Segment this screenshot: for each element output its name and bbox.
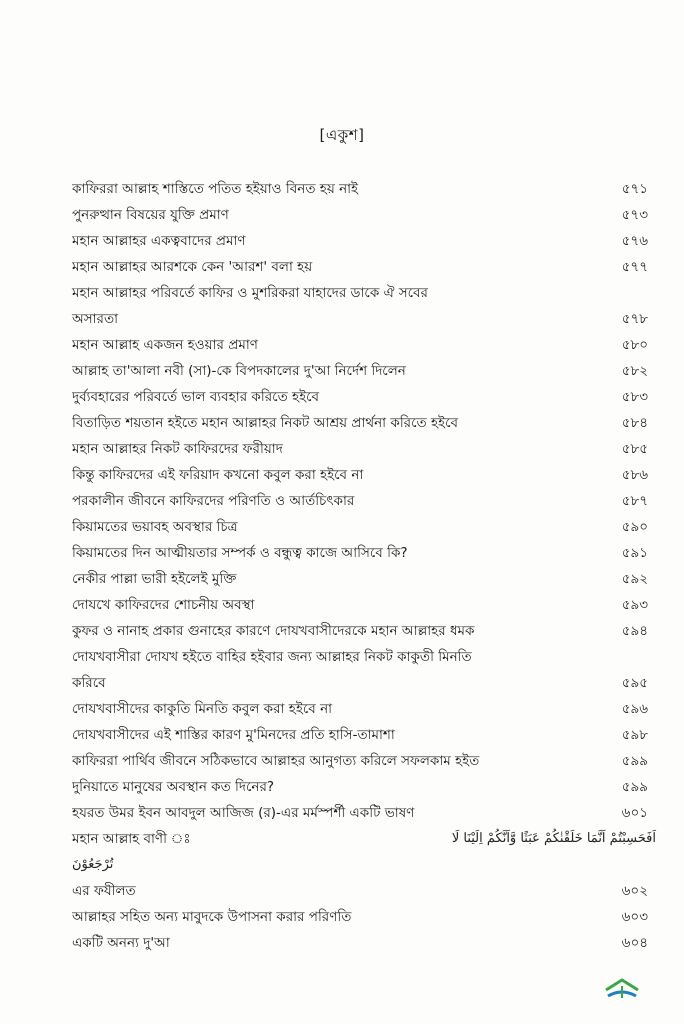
toc-entry-title: মহান আল্লাহর একত্ববাদের প্রমাণ	[72, 233, 246, 249]
toc-entry-title: মহান আল্লাহর আরশকে কেন 'আরশ' বলা হয়	[72, 259, 313, 275]
toc-entry-title: দুনিয়াতে মানুষের অবস্থান কত দিনের?	[72, 779, 275, 795]
toc-entry-title: বিতাড়িত শয়তান হইতে মহান আল্লাহর নিকট আশ্রয় প্রার্থনা করিতে হইবে	[72, 415, 459, 431]
toc-entry	[72, 566, 656, 592]
toc-entry-title: দোযখবাসীদের এই শাস্তির কারণ মু'মিনদের প্রতি হাসি-তামাশা	[72, 727, 395, 743]
toc-entry-page: ৫৯৮	[621, 727, 648, 743]
toc-entry	[72, 228, 656, 254]
toc-entry-title: হযরত উমর ইবন আবদুল আজিজ (র)-এর মর্মস্পর্শী একটি ভাষণ	[72, 805, 415, 821]
section-heading: [একুশ]	[319, 126, 365, 144]
toc-entry-title: মহান আল্লাহর পরিবর্তে কাফির ও মুশরিকরা যাহাদের ডাকে ঐ সবের	[72, 285, 428, 301]
toc-entry-title: কিয়ামতের দিন আত্মীয়তার সম্পর্ক ও বন্ধুত্ব কাজে আসিবে কি?	[72, 545, 408, 561]
toc-entry	[72, 410, 656, 436]
toc-entry-title: কিয়ামতের ভয়াবহ অবস্থার চিত্র	[72, 519, 238, 535]
toc-entry-page: ৫৮৭	[621, 493, 648, 509]
toc-entry-title: দোযখে কাফিরদের শোচনীয় অবস্থা	[72, 597, 255, 613]
toc-entry-page: ৫৮৫	[621, 441, 648, 457]
toc-entry-title-cont: এর ফযীলত	[72, 883, 136, 899]
toc-entry-title: মহান আল্লাহ বাণী ঃ	[72, 831, 191, 847]
toc-entry-page: ৫৭৭	[621, 259, 648, 275]
toc-entry	[72, 618, 656, 644]
toc-entry-title: নেকীর পাল্লা ভারী হইলেই মুক্তি	[72, 571, 237, 587]
toc-entry-title: দোযখবাসীদের কাকুতি মিনতি কবুল করা হইবে না	[72, 701, 333, 717]
toc-entry	[72, 358, 656, 384]
toc-entry-page: ৫৭৬	[621, 233, 648, 249]
toc-entry-title: একটি অনন্য দু'আ	[72, 935, 170, 951]
toc-entry-page: ৫৭১	[621, 181, 648, 197]
toc-entry-title: মহান আল্লাহর নিকট কাফিরদের ফরীয়াদ	[72, 441, 283, 457]
toc-entry-page: ৫৯৯	[621, 753, 648, 769]
toc-entry-title: আল্লাহ তা'আলা নবী (সা)-কে বিপদকালের দু'আ নির্দেশ দিলেন	[72, 363, 406, 379]
toc-entry-page: ৫৯২	[621, 571, 648, 587]
toc-entry	[72, 332, 656, 358]
toc-entry	[72, 488, 656, 514]
table-of-contents	[72, 176, 656, 956]
book-logo-icon	[602, 976, 642, 1002]
toc-entry-page: ৫৯৯	[621, 779, 648, 795]
toc-entry	[72, 930, 656, 956]
arabic-verse-cont: تُرْجَعُوْنَ	[72, 857, 114, 872]
toc-entry-title: পরকালীন জীবনে কাফিরদের পরিণতি ও আর্তচিৎকার	[72, 493, 355, 509]
toc-entry-page: ৫৭৩	[621, 207, 648, 223]
toc-entry-page: ৬০২	[621, 883, 648, 899]
toc-entry	[72, 748, 656, 774]
arabic-verse: اَفَحَسِبْتُمْ اَنَّمَا خَلَقْنٰكُمْ عَبَثًا وَّاَنَّكُمْ اِلَيْنَا لَا	[451, 831, 656, 846]
toc-entry-page: ৫৯১	[621, 545, 648, 561]
toc-entry-title: দোযখবাসীরা দোযখ হইতে বাহির হইবার জন্য আল্লাহর নিকট কাকুতী মিনতি	[72, 649, 472, 665]
toc-entry	[72, 800, 656, 826]
toc-entry	[72, 904, 656, 930]
toc-entry-page: ৫৭৮	[621, 311, 648, 327]
toc-entry	[72, 462, 656, 488]
toc-entry-title: দুর্ব্যবহারের পরিবর্তে ভাল ব্যবহার করিতে হইবে	[72, 389, 320, 405]
toc-entry-page: ৫৮৩	[621, 389, 648, 405]
toc-entry-page: ৫৮৬	[621, 467, 648, 483]
toc-entry-title: মহান আল্লাহ একজন হওয়ার প্রমাণ	[72, 337, 258, 353]
toc-entry	[72, 592, 656, 618]
toc-entry	[72, 826, 656, 904]
toc-entry-title: আল্লাহর সহিত অন্য মাবুদকে উপাসনা করার পরিণতি	[72, 909, 352, 925]
toc-entry	[72, 514, 656, 540]
toc-entry-page: ৬০৩	[621, 909, 648, 925]
toc-entry	[72, 696, 656, 722]
toc-entry-title: কাফিররা পার্থিব জীবনে সঠিকভাবে আল্লাহর আনুগত্য করিলে সফলকাম হইত	[72, 753, 480, 769]
toc-entry	[72, 722, 656, 748]
toc-entry-title: কুফর ও নানাহ প্রকার গুনাহের কারণে দোযখবাসীদেরকে মহান আল্লাহর ধমক	[72, 623, 475, 639]
toc-entry-page: ৫৯০	[621, 519, 648, 535]
toc-entry	[72, 540, 656, 566]
toc-entry-page: ৫৯৫	[621, 675, 648, 691]
toc-entry-title: কাফিররা আল্লাহ শাস্তিতে পতিত হইয়াও বিনত হয় নাই	[72, 181, 359, 197]
toc-entry-title: কিন্তু কাফিরদের এই ফরিয়াদ কখনো কবুল করা হইবে না	[72, 467, 364, 483]
toc-entry-page: ৫৯৩	[621, 597, 648, 613]
toc-entry-page: ৫৯৬	[621, 701, 648, 717]
toc-entry-page: ৬০৪	[621, 935, 648, 951]
toc-entry-page: ৫৮২	[621, 363, 648, 379]
toc-entry	[72, 384, 656, 410]
toc-entry-page: ৫৯৪	[621, 623, 648, 639]
toc-entry	[72, 280, 656, 332]
toc-entry	[72, 254, 656, 280]
toc-entry	[72, 644, 656, 696]
toc-entry	[72, 176, 656, 202]
toc-entry	[72, 436, 656, 462]
toc-entry-title-cont: করিবে	[72, 675, 106, 691]
toc-entry-title: পুনরুত্থান বিষয়ের যুক্তি প্রমাণ	[72, 207, 229, 223]
toc-entry	[72, 774, 656, 800]
toc-entry-title-cont: অসারতা	[72, 311, 118, 327]
toc-entry-page: ৬০১	[621, 805, 648, 821]
toc-entry-page: ৫৮০	[621, 337, 648, 353]
toc-entry	[72, 202, 656, 228]
toc-entry-page: ৫৮৪	[621, 415, 648, 431]
